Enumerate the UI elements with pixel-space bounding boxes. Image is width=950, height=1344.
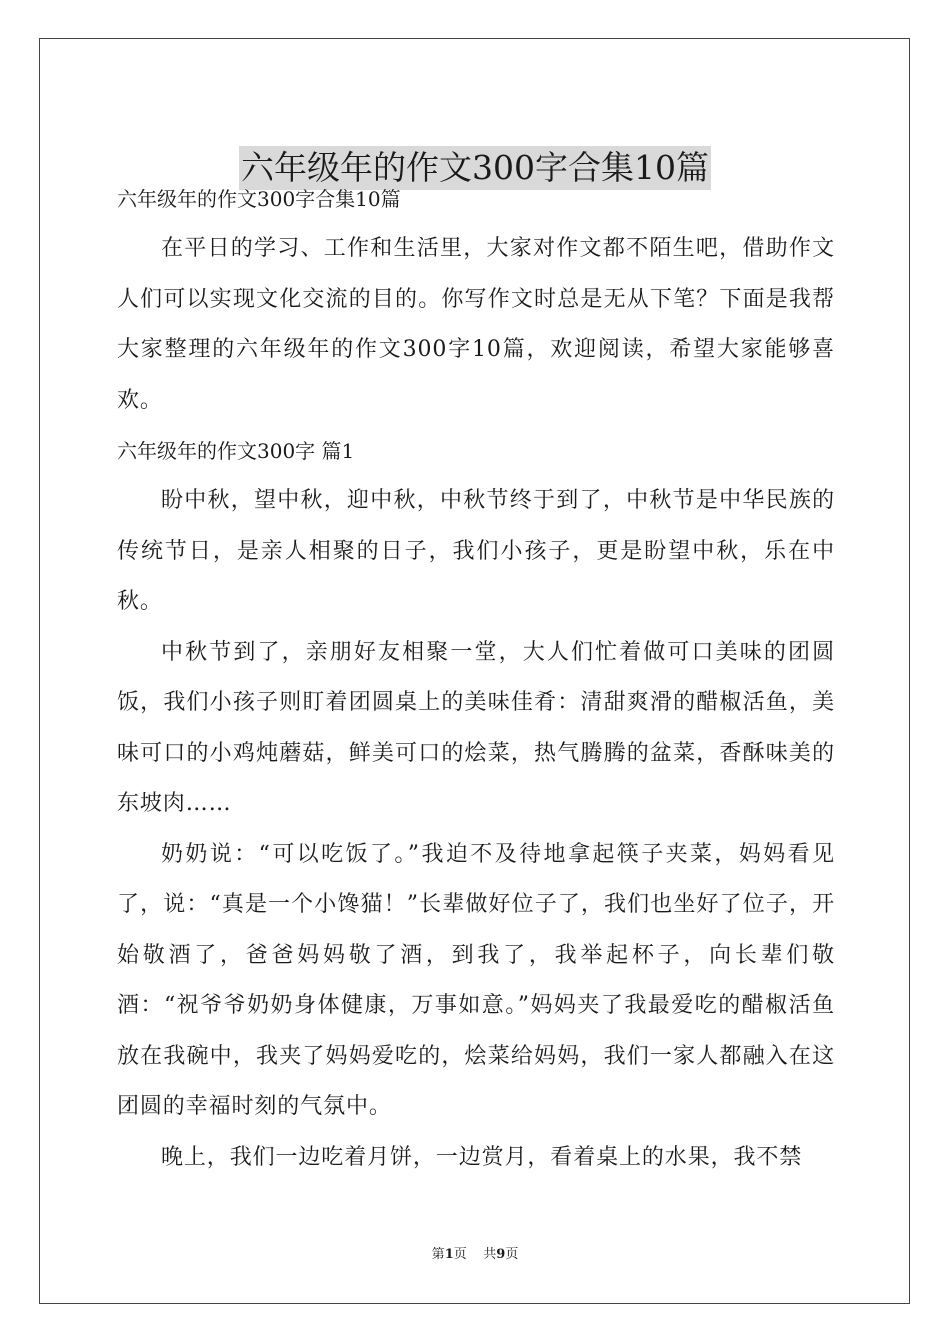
page-mid: 页 共 — [453, 1247, 497, 1262]
body-paragraph: 中秋节到了，亲朋好友相聚一堂，大人们忙着做可口美味的团圆饭，我们小孩子则盯着团圆桌上的美味佳肴：清甜爽滑的醋椒活鱼，美味可口的小鸡炖蘑菇，鲜美可口的烩菜，热气腾腾的盆菜，香酥味美的东坡肉…… — [117, 639, 835, 816]
page-suffix: 页 — [505, 1247, 519, 1262]
intro-paragraph: 在平日的学习、工作和生活里，大家对作文都不陌生吧，借助作文人们可以实现文化交流的目的。你写作文时总是无从下笔？下面是我帮大家整理的六年级年的作文300字10篇，欢迎阅读，希望大家能够喜欢。 — [117, 236, 835, 413]
page-footer — [0, 1246, 950, 1264]
document-subtitle: 六年级年的作文300字合集10篇 — [117, 187, 401, 211]
body-paragraph: 盼中秋，望中秋，迎中秋，中秋节终于到了，中秋节是中华民族的传统节日，是亲人相聚的日子，我们小孩子，更是盼望中秋，乐在中秋。 — [117, 488, 835, 614]
document-title: 六年级年的作文300字合集10篇 — [239, 146, 711, 190]
page-current: 1 — [444, 1247, 454, 1262]
body-paragraph: 晚上，我们一边吃着月饼，一边赏月，看着桌上的水果，我不禁 — [161, 1144, 803, 1170]
section-heading: 六年级年的作文300字 篇1 — [117, 439, 355, 463]
document-body — [117, 174, 835, 1183]
page-prefix: 第 — [431, 1247, 445, 1262]
page-total: 9 — [496, 1247, 506, 1262]
body-paragraph: 奶奶说：“可以吃饭了。”我迫不及待地拿起筷子夹菜，妈妈看见了，说：“真是一个小馋猫！”长辈做好位子了，我们也坐好了位子，开始敬酒了，爸爸妈妈敬了酒，到我了，我举起杯子，向长辈们敬酒：“祝爷爷奶奶身体健康，万事如意。”妈妈夹了我最爱吃的醋椒活鱼放在我碗中，我夹了妈妈爱吃的，烩菜给妈妈，我们一家人都融入在这团圆的幸福时刻的气氛中。 — [117, 841, 835, 1119]
